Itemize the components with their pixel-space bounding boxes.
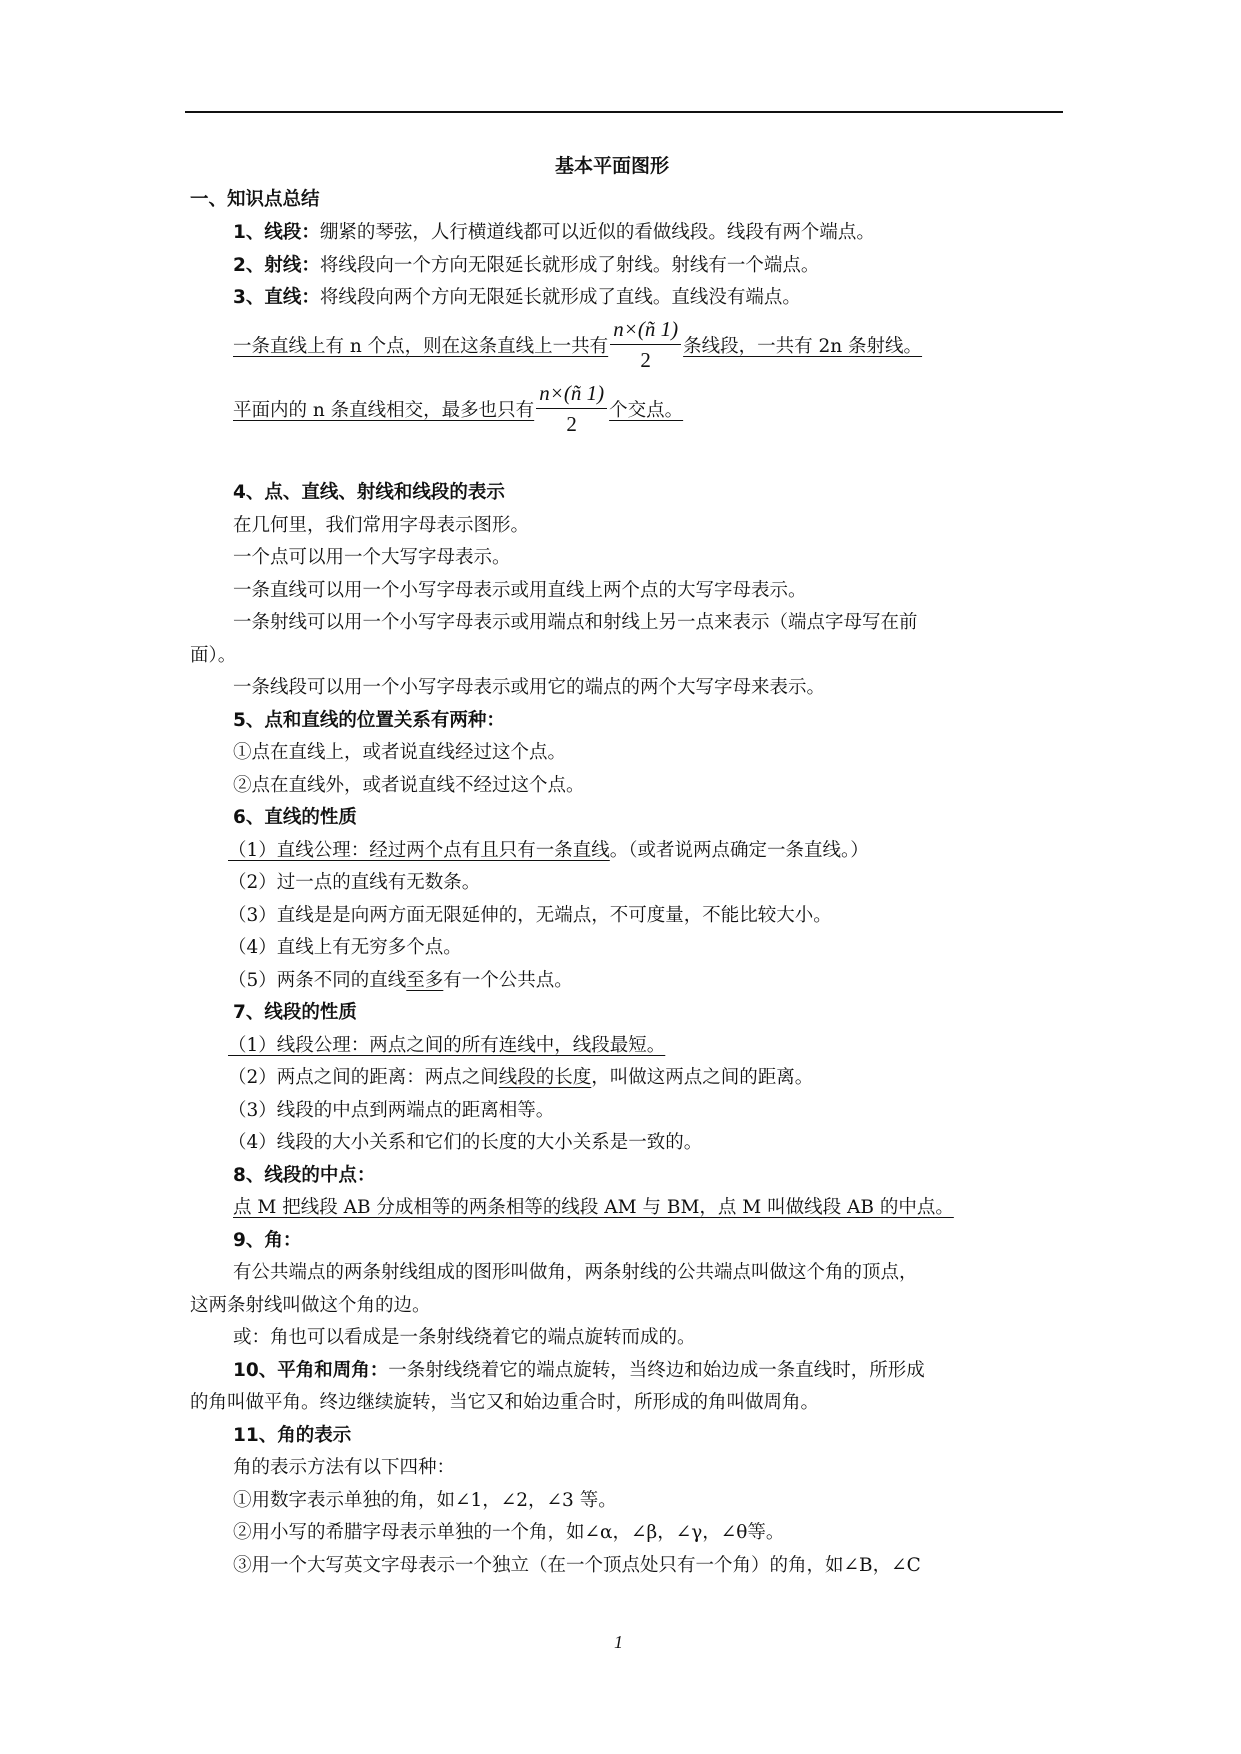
item-11-line-1: ①用数字表示单独的角，如∠1，∠2，∠3 等。 [233,1490,617,1511]
item-6-line-5-a: （5）两条不同的直线 [228,970,407,991]
item-10-head: 10、平角和周角： [233,1360,389,1381]
fraction-2-denominator: 2 [566,412,577,436]
item-1-body: 绷紧的琴弦，人行横道线都可以近似的看做线段。线段有两个端点。 [319,222,875,243]
item-4-line-4a: 一条射线可以用一个小写字母表示或用端点和射线上另一点来表示（端点字母写在前 [233,612,918,633]
section-heading: 一、知识点总结 [190,189,320,210]
formula-2-post: 个交点。 [609,399,684,421]
formula-line-2 [233,378,683,439]
formula-2-pre: 平面内的 n 条直线相交，最多也只有 [233,399,535,421]
item-4-line-2: 一个点可以用一个大写字母表示。 [233,547,511,568]
item-3-body: 将线段向两个方向无限延长就形成了直线。直线没有端点。 [319,287,801,308]
item-9-line-2: 或：角也可以看成是一条射线绕着它的端点旋转而成的。 [233,1327,696,1348]
item-1 [233,221,875,245]
item-3 [233,286,801,310]
item-7-line-1: （1）线段公理：两点之间的所有连线中，线段最短。 [228,1035,666,1056]
item-10-body-a: 一条射线绕着它的端点旋转，当终边和始边成一条直线时，所形成 [388,1360,925,1381]
item-11-line-2: ②用小写的希腊字母表示单独的一个角，如∠α，∠β，∠γ，∠θ等。 [233,1522,785,1543]
item-1-head: 1、线段： [233,222,320,243]
item-2-body: 将线段向一个方向无限延长就形成了射线。射线有一个端点。 [319,255,820,276]
item-5-line-1: ①点在直线上，或者说直线经过这个点。 [233,742,567,763]
fraction-1-denominator: 2 [640,348,651,372]
item-4-line-5: 一条线段可以用一个小写字母表示或用它的端点的两个大写字母来表示。 [233,677,826,698]
fraction-2-numerator: n×(ñ 1) [536,378,607,409]
page-number: 1 [614,1632,623,1652]
item-9-heading: 9、角： [233,1230,302,1251]
item-6-line-2: （2）过一点的直线有无数条。 [228,872,481,893]
item-7-heading: 7、线段的性质 [233,1002,357,1023]
item-3-head: 3、直线： [233,287,320,308]
item-8-line-1: 点 M 把线段 AB 分成相等的两条相等的线段 AM 与 BM，点 M 叫做线段 AB 的中点。 [233,1197,954,1218]
line-axiom: （1）直线公理：经过两个点有且只有一条直线 [228,840,610,861]
item-6-line-1 [228,839,869,863]
formula-1-post: 条线段，一共有 2n 条射线。 [683,335,923,357]
item-6-line-5-underlined: 至多 [406,970,444,991]
page-title: 基本平面图形 [555,155,670,177]
header-rule [185,111,1063,113]
fraction-1 [610,314,681,375]
item-11-line-3: ③用一个大写英文字母表示一个独立（在一个顶点处只有一个角）的角，如∠B，∠C [233,1555,921,1576]
item-6-line-5 [228,969,573,993]
item-5-heading: 5、点和直线的位置关系有两种： [233,710,505,731]
fraction-1-numerator: n×(ñ 1) [610,314,681,345]
item-6-line-5-b: 有一个公共点。 [443,970,573,991]
item-10-line-b: 的角叫做平角。终边继续旋转，当它又和始边重合时，所形成的角叫做周角。 [190,1392,820,1413]
item-7-line-2 [228,1066,813,1090]
formula-1-pre: 一条直线上有 n 个点，则在这条直线上一共有 [233,335,609,357]
item-5-line-2: ②点在直线外，或者说直线不经过这个点。 [233,775,585,796]
item-4-line-3: 一条直线可以用一个小写字母表示或用直线上两个点的大写字母表示。 [233,580,807,601]
formula-line-1 [233,314,922,375]
item-7-line-2-b: ，叫做这两点之间的距离。 [591,1067,814,1088]
item-7-line-3: （3）线段的中点到两端点的距离相等。 [228,1100,555,1121]
item-9-line-1b: 这两条射线叫做这个角的边。 [190,1295,431,1316]
item-7-line-2-a: （2）两点之间的距离：两点之间 [228,1067,499,1088]
item-7-line-4: （4）线段的大小关系和它们的长度的大小关系是一致的。 [228,1132,703,1153]
fraction-2 [536,378,607,439]
item-7-line-2-underlined: 线段的长度 [498,1067,592,1088]
item-10 [233,1359,925,1383]
item-8-heading: 8、线段的中点： [233,1165,376,1186]
line-axiom-note: 。（或者说两点确定一条直线。） [609,840,869,861]
item-6-heading: 6、直线的性质 [233,807,357,828]
item-2-head: 2、射线： [233,255,320,276]
item-6-line-3: （3）直线是是向两方面无限延伸的，无端点，不可度量，不能比较大小。 [228,905,832,926]
item-9-line-1a: 有公共端点的两条射线组成的图形叫做角，两条射线的公共端点叫做这个角的顶点， [233,1262,918,1283]
item-4-line-4b: 面）。 [190,645,237,666]
item-4-line-1: 在几何里，我们常用字母表示图形。 [233,515,530,536]
item-11-line-0: 角的表示方法有以下四种： [233,1457,456,1478]
item-2 [233,254,819,278]
item-6-line-4: （4）直线上有无穷多个点。 [228,937,462,958]
item-11-heading: 11、角的表示 [233,1425,352,1446]
item-4-heading: 4、点、直线、射线和线段的表示 [233,482,505,503]
